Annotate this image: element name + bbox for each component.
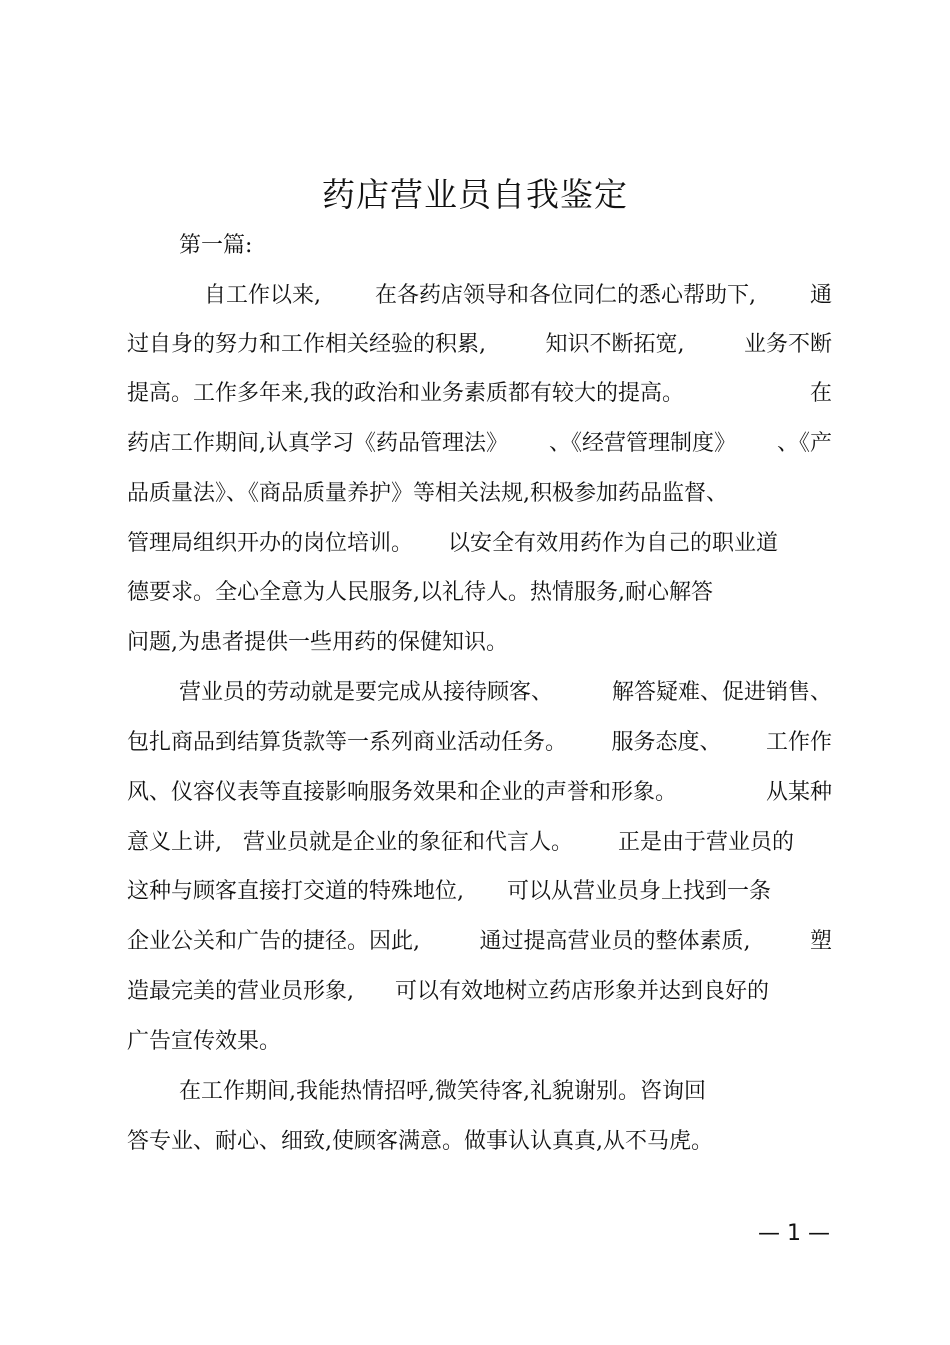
text-segment: 、《经营管理制度》 bbox=[548, 431, 736, 456]
text-segment: 解答疑难、促进销售、 bbox=[611, 680, 832, 705]
text-segment: 药店工作期间,认真学习《药品管理法》 bbox=[127, 431, 508, 456]
text-segment: 知识不断拓宽, bbox=[545, 332, 685, 357]
paragraph-line bbox=[127, 425, 832, 463]
text-segment: 过自身的努力和工作相关经验的积累, bbox=[127, 332, 486, 357]
text-segment: 通 bbox=[809, 283, 832, 308]
text-segment: 可以从营业员身上找到一条 bbox=[507, 879, 772, 904]
text-segment: 风、仪容仪表等直接影响服务效果和企业的声誉和形象。 bbox=[127, 780, 678, 805]
paragraph-line bbox=[127, 923, 832, 961]
text-segment: 管理局组织开办的岗位培训。 bbox=[127, 531, 414, 556]
paragraph-line bbox=[127, 326, 832, 364]
text-segment: 以安全有效用药作为自己的职业道 bbox=[448, 531, 779, 556]
text-segment: 从某种 bbox=[765, 780, 832, 805]
paragraph-line bbox=[127, 525, 832, 563]
text-segment: 在各药店领导和各位同仁的悉心帮助下, bbox=[374, 283, 756, 308]
text-segment: 在 bbox=[809, 381, 832, 406]
text-segment: 正是由于营业员的 bbox=[618, 830, 795, 855]
text-segment: 包扎商品到结算货款等一系列商业活动任务。 bbox=[127, 730, 568, 755]
paragraph-line: 答专业、耐心、细致,使顾客满意。做事认认真真,从不马虎。 bbox=[127, 1129, 713, 1154]
paragraph-line bbox=[127, 824, 832, 862]
text-segment: 营业员的劳动就是要完成从接待顾客、 bbox=[179, 680, 554, 705]
text-segment: 可以有效地树立药店形象并达到良好的 bbox=[395, 979, 770, 1004]
text-segment: 、《产 bbox=[776, 431, 832, 456]
section-label: 第一篇: bbox=[179, 233, 253, 258]
paragraph-line: 德要求。全心全意为人民服务,以礼待人。热情服务,耐心解答 bbox=[127, 580, 713, 605]
text-segment: 这种与顾客直接打交道的特殊地位, bbox=[127, 879, 464, 904]
text-segment: 自工作以来, bbox=[204, 283, 321, 308]
text-segment: 提高。工作多年来,我的政治和业务素质都有较大的提高。 bbox=[127, 381, 684, 406]
paragraph-line bbox=[127, 277, 832, 315]
text-segment: 工作作 bbox=[765, 730, 832, 755]
text-segment: 业务不断 bbox=[743, 332, 832, 357]
text-segment: 意义上讲, bbox=[127, 830, 222, 855]
paragraph-line: 问题,为患者提供一些用药的保健知识。 bbox=[127, 630, 508, 655]
text-segment: 服务态度、 bbox=[611, 730, 722, 755]
page-number: — 1 — bbox=[758, 1221, 830, 1246]
text-segment: 企业公关和广告的捷径。因此, bbox=[127, 929, 420, 954]
text-segment: 通过提高营业员的整体素质, bbox=[479, 929, 751, 954]
text-segment: 塑 bbox=[809, 929, 832, 954]
paragraph-line bbox=[127, 674, 832, 712]
paragraph-line bbox=[127, 973, 832, 1011]
paragraph-line bbox=[127, 774, 832, 812]
paragraph-line: 广告宣传效果。 bbox=[127, 1029, 282, 1054]
document-title: 药店营业员自我鉴定 bbox=[322, 175, 628, 214]
paragraph-line: 品质量法》、《商品质量养护》等相关法规,积极参加药品监督、 bbox=[127, 481, 728, 506]
paragraph-line: 在工作期间,我能热情招呼,微笑待客,礼貌谢别。咨询回 bbox=[179, 1079, 706, 1104]
paragraph-line bbox=[127, 724, 832, 762]
paragraph-line bbox=[127, 375, 832, 413]
text-segment: 造最完美的营业员形象, bbox=[127, 979, 354, 1004]
paragraph-line bbox=[127, 873, 832, 911]
text-segment: 营业员就是企业的象征和代言人。 bbox=[243, 830, 574, 855]
